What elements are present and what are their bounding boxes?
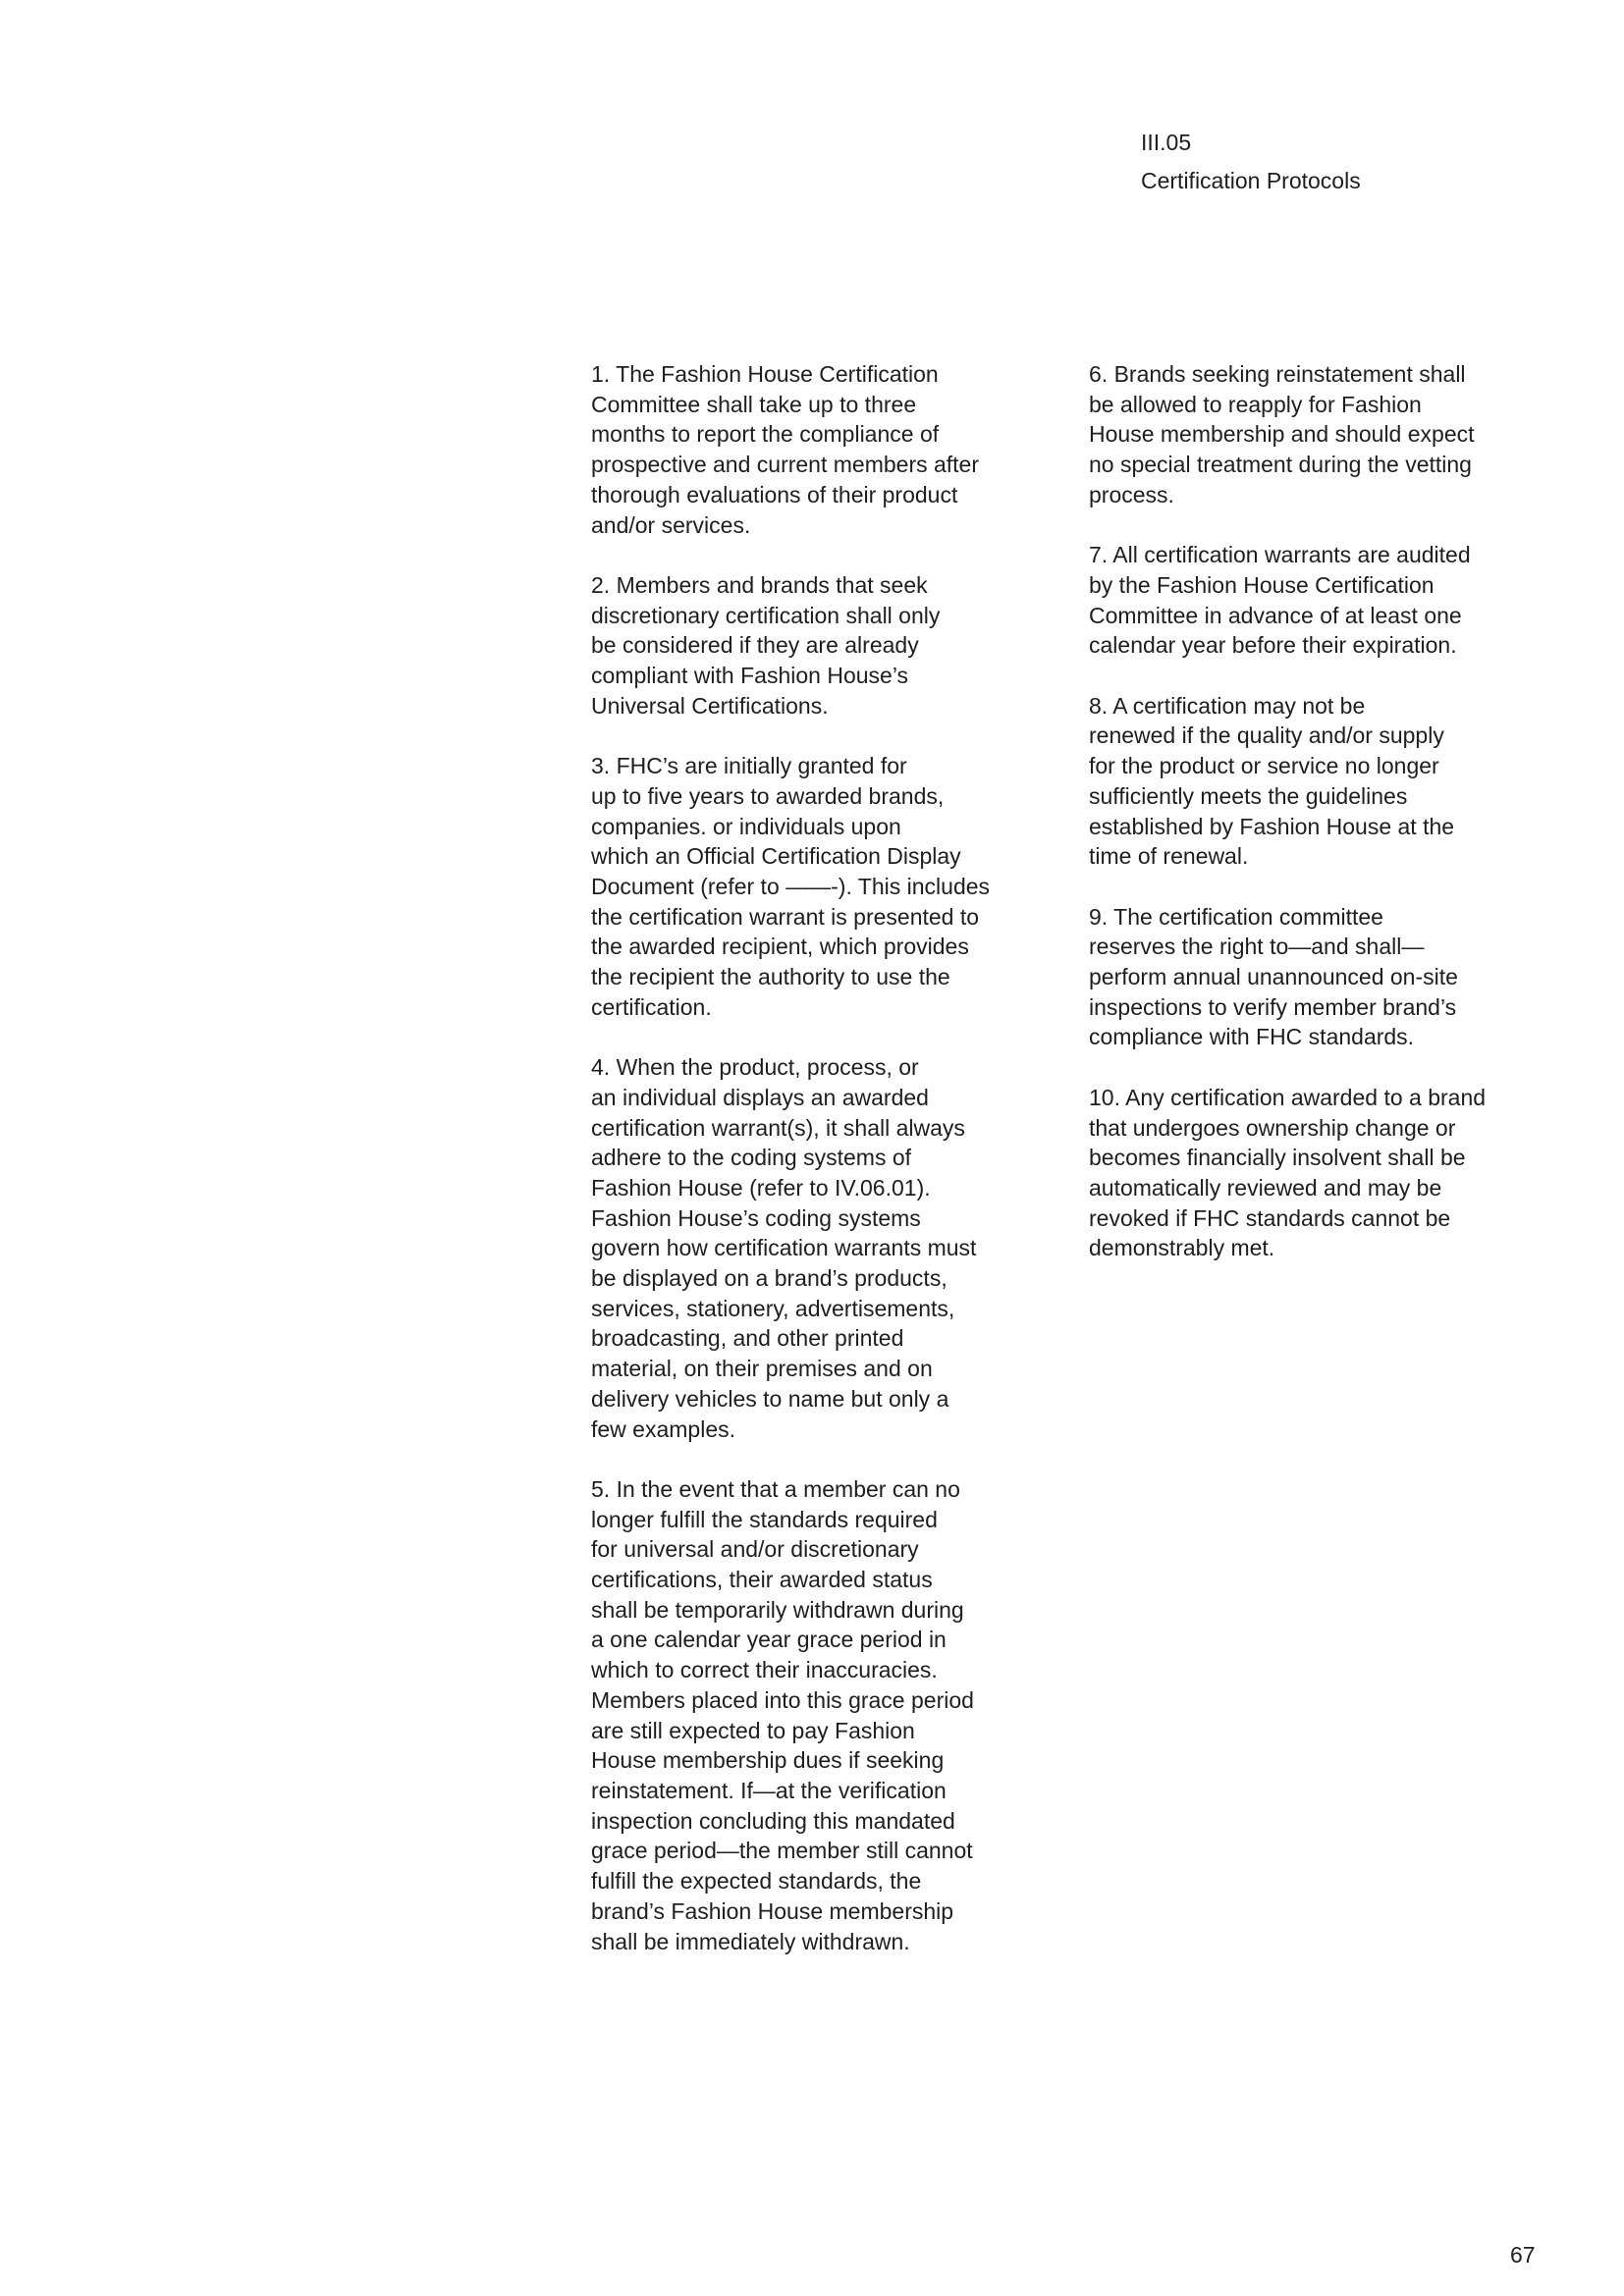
clause-4: 4. When the product, process, or an individual displays an awarded certification warrant(s), it shall always adhere to the coding systems of Fashion House (refer to IV.06.01). Fashion House’s coding systems govern how certification warrants must be displayed on a brand’s products, services, stationery, advertisements, broadcasting, and other printed material, on their premises and on delivery vehicles to name but only a few examples. — [591, 1054, 977, 1442]
section-title: Certification Protocols — [1141, 168, 1361, 193]
clause-3: 3. FHC’s are initially granted for up to five years to awarded brands, companies. or individuals upon which an Official Certification Display Document (refer to ——-). This includes the certification warrant is presented to the awarded recipient, which provides the recipient the authority to use the certification. — [591, 753, 991, 1020]
right-column — [1089, 359, 1550, 1294]
clause-8: 8. A certification may not be renewed if the quality and/or supply for the product or service no longer sufficiently meets the guidelines established by Fashion House at the time of renewal. — [1089, 692, 1455, 870]
clause-2: 2. Members and brands that seek discretionary certification shall only be considered if they are already compliant with Fashion House’s Universal Certifications. — [591, 571, 941, 719]
page-number: 67 — [1510, 2242, 1536, 2268]
clause-7: 7. All certification warrants are audited by the Fashion House Certification Committee in advance of at least one calendar year before their expiration. — [1089, 542, 1471, 659]
clause-9: 9. The certification committee reserves the right to—and shall— perform annual unannounced on-site inspections to verify member brand’s compliance with FHC standards. — [1089, 903, 1458, 1050]
section-number: III.05 — [1141, 130, 1192, 155]
clause-5: 5. In the event that a member can no longer fulfill the standards required for universal and/or discretionary certifications, their awarded status shall be temporarily withdrawn during a one calendar year grace period in which to correct their inaccuracies. Members placed into this grace period are still expected to pay Fashion House membership dues if seeking reinstatement. If—at the verification inspection concluding this mandated grace period—the member still cannot fulfill the expected standards, the brand’s Fashion House membership shall be immediately withdrawn. — [591, 1475, 974, 1954]
clause-1: 1. The Fashion House Certification Committee shall take up to three months to report the compliance of prospective and current members after thorough evaluations of their product and/or services. — [591, 361, 980, 538]
clause-6: 6. Brands seeking reinstatement shall be allowed to reapply for Fashion House membership and should expect no special treatment during the vetting process. — [1089, 361, 1475, 507]
clause-10: 10. Any certification awarded to a brand that undergoes ownership change or becomes financially insolvent shall be automatically reviewed and may be revoked if FHC standards cannot be demonstrably met. — [1089, 1084, 1487, 1261]
left-column — [591, 359, 1053, 1987]
